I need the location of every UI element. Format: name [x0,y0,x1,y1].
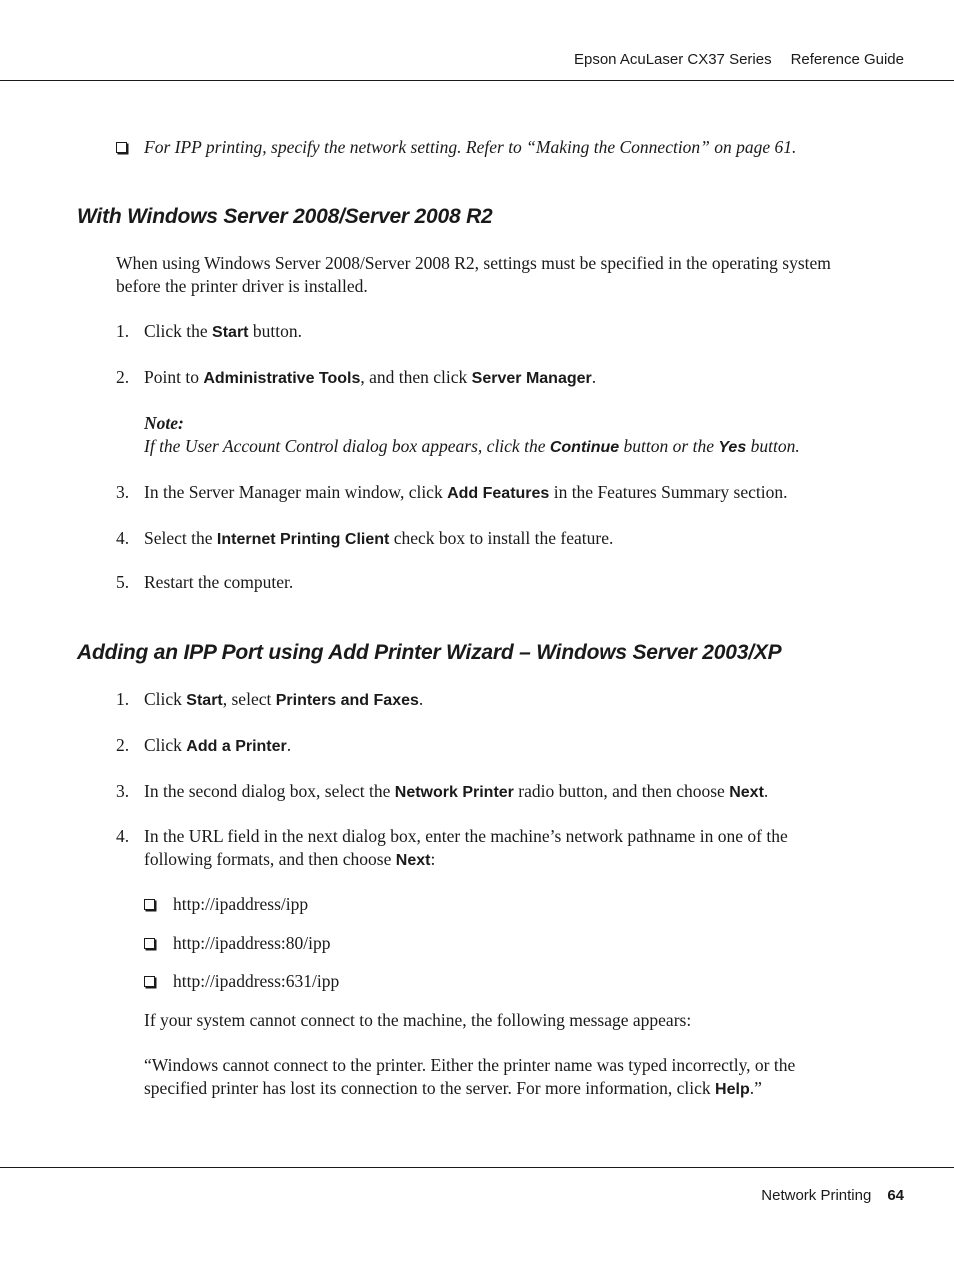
note-pre: If the User Account Control dialog box appears, click the [144,436,550,456]
section1-intro-line2: before the printer driver is installed. [116,276,368,296]
s1-step2-pre: Point to [144,367,204,387]
s1-step5-number: 5. [116,572,130,592]
s2-step4-bold: Next [395,852,431,869]
s2-step4-line2 [144,848,788,872]
s2-step4-line1: In the URL field in the next dialog box, enter the machine’s network pathname in one of the [144,826,788,846]
s2-step3-pre: In the second dialog box, select the [144,781,395,801]
error-quote-line2 [144,1077,795,1101]
s1-step2-bold2: Server Manager [471,370,592,387]
s2-step1-number: 1. [116,689,130,709]
s1-step1-bold: Start [212,324,249,341]
section1-intro-line1: When using Windows Server 2008/Server 2008 R2, settings must be specified in the operating system [116,253,831,273]
s2-step4 [144,825,788,872]
s2-step3-post: . [763,781,769,801]
footer-section: Network Printing [761,1187,872,1204]
error-quote [144,1054,795,1101]
checkbox-bullet-icon [144,976,155,987]
checkbox-bullet-icon [144,938,155,949]
s1-step3 [144,481,787,505]
note-bold1: Continue [549,439,620,456]
s1-step1 [144,320,302,344]
note-bold2: Yes [718,439,747,456]
s2-step3-bold1: Network Printer [394,784,514,801]
running-header [574,51,904,68]
url-bullet-3 [144,970,155,993]
s2-step2-bold: Add a Printer [186,738,287,755]
note-label: Note: [144,413,184,433]
running-footer [761,1187,904,1204]
s2-step2 [144,734,291,758]
s1-step4-pre: Select the [144,528,217,548]
url-bullet-1 [144,893,155,916]
s1-step5: Restart the computer. [144,572,294,592]
s1-step4 [144,527,613,551]
s2-step4-pre: following formats, and then choose [144,849,396,869]
intro-bullet-text: For IPP printing, specify the network setting. Refer to “Making the Connection” on page 61. [144,137,797,157]
section1-intro [116,252,831,298]
checkbox-bullet-icon [144,899,155,910]
s2-step2-pre: Click [144,735,187,755]
header-guide: Reference Guide [790,51,904,68]
note-mid: button or the [619,436,719,456]
s1-step3-bold: Add Features [447,485,550,502]
section1-heading: With Windows Server 2008/Server 2008 R2 [77,205,493,228]
url-bullet-2 [144,932,155,955]
header-product: Epson AcuLaser CX37 Series [573,51,772,68]
s1-step4-bold: Internet Printing Client [216,531,390,548]
s1-step3-pre: In the Server Manager main window, click [144,482,448,502]
error-quote-line1: “Windows cannot connect to the printer. Either the printer name was typed incorrectly, or the [144,1055,796,1075]
checkbox-bullet-icon [116,142,127,153]
header-rule [0,80,954,81]
s2-step4-post: : [430,849,436,869]
s2-step3-mid: radio button, and then choose [513,781,730,801]
note-text [144,435,800,459]
intro-bullet [116,136,127,159]
s2-step3 [144,780,768,804]
s1-step4-number: 4. [116,528,130,548]
s2-step2-post: . [286,735,292,755]
s1-step3-post: in the Features Summary section. [549,482,788,502]
s2-step1-bold2: Printers and Faxes [275,692,419,709]
s1-step2-post: . [591,367,597,387]
s1-step2 [144,366,596,390]
s2-step1-mid: , select [222,689,276,709]
s1-step1-pre: Click the [144,321,213,341]
s1-step2-number: 2. [116,367,130,387]
s2-step1-pre: Click [144,689,187,709]
s1-step2-mid: , and then click [360,367,472,387]
section2-heading: Adding an IPP Port using Add Printer Wizard – Windows Server 2003/XP [77,641,782,664]
s2-step3-bold2: Next [729,784,764,801]
s2-step4-number: 4. [116,826,130,846]
s1-step4-post: check box to install the feature. [389,528,614,548]
s1-step2-bold1: Administrative Tools [203,370,361,387]
fail-text: If your system cannot connect to the machine, the following message appears: [144,1010,692,1030]
s2-step1-post: . [418,689,424,709]
s2-step1 [144,688,423,712]
page-number: 64 [887,1187,904,1204]
s1-step1-number: 1. [116,321,130,341]
s2-step2-number: 2. [116,735,130,755]
error-quote-post: .” [749,1078,762,1098]
url-item-2: http://ipaddress:80/ipp [173,933,331,953]
error-quote-bold: Help [715,1081,750,1098]
s2-step3-number: 3. [116,781,130,801]
url-item-1: http://ipaddress/ipp [173,894,309,914]
s1-step3-number: 3. [116,482,130,502]
footer-rule [0,1167,954,1168]
s1-step1-post: button. [248,321,302,341]
s2-step1-bold1: Start [186,692,223,709]
note-post: button. [746,436,800,456]
url-item-3: http://ipaddress:631/ipp [173,971,340,991]
error-quote-pre: specified printer has lost its connection to the server. For more information, click [144,1078,716,1098]
